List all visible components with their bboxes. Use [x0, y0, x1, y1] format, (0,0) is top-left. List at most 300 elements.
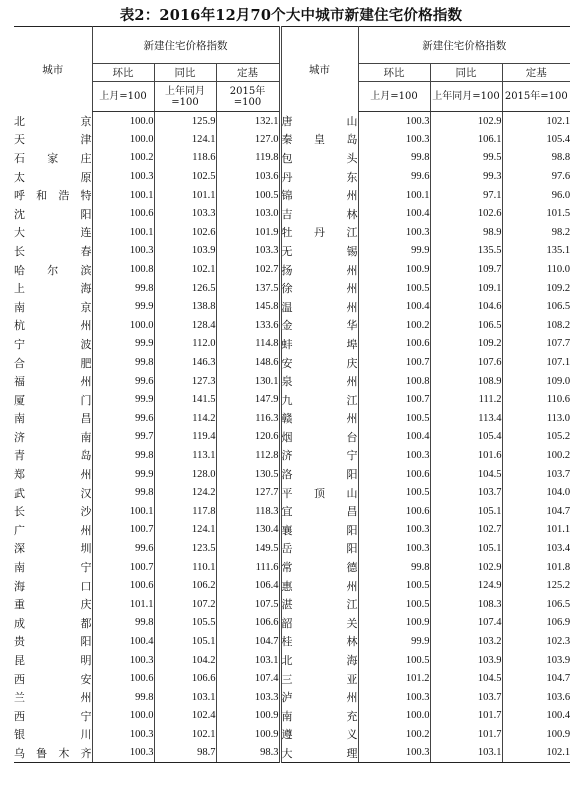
index-group-header-left: 新建住宅价格指数	[92, 27, 280, 64]
mom-value-left: 99.9	[92, 335, 154, 354]
yoy-value-left: 127.3	[154, 372, 216, 391]
yoy-value-right: 135.5	[430, 242, 502, 261]
mom-value-right: 99.9	[358, 632, 430, 651]
table-row	[14, 279, 570, 298]
base-value-left: 104.7	[216, 632, 280, 651]
base-value-left: 106.6	[216, 614, 280, 633]
yoy-value-right: 101.7	[430, 725, 502, 744]
yoy-value-left: 101.1	[154, 186, 216, 205]
mom-value-right: 100.5	[358, 651, 430, 670]
base-value-left: 103.6	[216, 167, 280, 186]
table-row	[14, 614, 570, 633]
city-name-right: 锦州	[280, 186, 358, 205]
city-name-right: 宜昌	[280, 502, 358, 521]
base-value-right: 102.1	[502, 744, 570, 763]
yoy-value-left: 103.3	[154, 204, 216, 223]
base-value-right: 102.3	[502, 632, 570, 651]
yoy-value-left: 114.2	[154, 409, 216, 428]
mom-value-left: 99.8	[92, 688, 154, 707]
yoy-value-right: 103.7	[430, 688, 502, 707]
base-value-left: 107.4	[216, 669, 280, 688]
base-value-right: 103.4	[502, 539, 570, 558]
mom-value-right: 100.5	[358, 409, 430, 428]
base-value-left: 130.5	[216, 465, 280, 484]
mom-header-right: 环比	[358, 64, 430, 82]
table-row	[14, 446, 570, 465]
mom-value-left: 100.1	[92, 502, 154, 521]
mom-value-left: 100.4	[92, 632, 154, 651]
city-name-left: 南宁	[14, 561, 92, 575]
mom-value-left: 100.7	[92, 521, 154, 540]
base-value-left: 120.6	[216, 428, 280, 447]
city-name-left: 石家庄	[14, 151, 92, 165]
mom-value-left: 99.8	[92, 483, 154, 502]
city-name-right: 襄阳	[280, 521, 358, 540]
table-row	[14, 558, 570, 577]
mom-value-left: 100.3	[92, 167, 154, 186]
city-name-right: 蚌埠	[280, 335, 358, 354]
base-value-left: 148.6	[216, 353, 280, 372]
city-name-right: 秦皇岛	[280, 130, 358, 149]
city-name-left: 昆明	[14, 654, 92, 668]
city-name-right: 平顶山	[280, 483, 358, 502]
yoy-value-left: 103.1	[154, 688, 216, 707]
city-name-left: 成都	[14, 616, 92, 630]
yoy-value-left: 104.2	[154, 651, 216, 670]
mom-value-left: 100.1	[92, 223, 154, 242]
yoy-value-right: 106.1	[430, 130, 502, 149]
yoy-sub-right: 上年同月=100	[430, 82, 502, 112]
base-value-right: 106.9	[502, 614, 570, 633]
city-name-right: 泉州	[280, 372, 358, 391]
base-value-left: 149.5	[216, 539, 280, 558]
mom-value-left: 101.1	[92, 595, 154, 614]
base-value-right: 104.7	[502, 502, 570, 521]
city-name-left: 南京	[14, 300, 92, 314]
table-body	[14, 112, 570, 763]
mom-value-right: 100.3	[358, 112, 430, 131]
base-value-right: 101.1	[502, 521, 570, 540]
base-value-left: 145.8	[216, 297, 280, 316]
base-value-left: 130.1	[216, 372, 280, 391]
table-row	[14, 204, 570, 223]
city-name-right: 惠州	[280, 576, 358, 595]
mom-value-right: 101.2	[358, 669, 430, 688]
mom-value-left: 99.8	[92, 353, 154, 372]
table-row	[14, 688, 570, 707]
city-name-right: 桂林	[280, 632, 358, 651]
base-value-right: 104.0	[502, 483, 570, 502]
base-value-left: 147.9	[216, 390, 280, 409]
table-row	[14, 576, 570, 595]
yoy-value-right: 102.7	[430, 521, 502, 540]
base-header-left: 定基	[216, 64, 280, 82]
yoy-value-left: 126.5	[154, 279, 216, 298]
table-row	[14, 390, 570, 409]
mom-value-left: 99.9	[92, 390, 154, 409]
yoy-value-left: 141.5	[154, 390, 216, 409]
yoy-value-right: 102.9	[430, 112, 502, 131]
city-header-right: 城市	[280, 27, 358, 112]
mom-value-left: 100.6	[92, 204, 154, 223]
city-name-left: 大连	[14, 226, 92, 240]
base-value-right: 106.5	[502, 595, 570, 614]
yoy-value-right: 105.4	[430, 428, 502, 447]
base-value-right: 103.7	[502, 465, 570, 484]
city-name-left: 西宁	[14, 709, 92, 723]
table-row	[14, 223, 570, 242]
table-row	[14, 149, 570, 168]
yoy-value-right: 108.3	[430, 595, 502, 614]
city-header-left: 城市	[42, 63, 64, 76]
table-row	[14, 130, 570, 149]
mom-value-right: 100.2	[358, 725, 430, 744]
table-row	[14, 483, 570, 502]
city-name-left: 银川	[14, 728, 92, 742]
city-name-left: 厦门	[14, 393, 92, 407]
yoy-value-left: 102.1	[154, 260, 216, 279]
base-value-right: 98.2	[502, 223, 570, 242]
base-value-right: 101.5	[502, 204, 570, 223]
mom-value-left: 99.7	[92, 428, 154, 447]
mom-value-right: 100.5	[358, 483, 430, 502]
city-name-left: 天津	[14, 133, 92, 147]
base-header-right: 定基	[502, 64, 570, 82]
base-value-left: 132.1	[216, 112, 280, 131]
base-value-right: 106.5	[502, 297, 570, 316]
mom-value-right: 100.5	[358, 279, 430, 298]
yoy-value-left: 105.1	[154, 632, 216, 651]
table-row	[14, 297, 570, 316]
yoy-value-left: 102.4	[154, 707, 216, 726]
city-name-left: 贵阳	[14, 635, 92, 649]
mom-value-left: 99.8	[92, 279, 154, 298]
table-row	[14, 539, 570, 558]
table-row	[14, 521, 570, 540]
city-name-left: 长沙	[14, 505, 92, 519]
city-name-right: 常德	[280, 558, 358, 577]
yoy-value-right: 103.1	[430, 744, 502, 763]
base-value-right: 113.0	[502, 409, 570, 428]
city-name-right: 包头	[280, 149, 358, 168]
table-row	[14, 372, 570, 391]
city-name-right: 北海	[280, 651, 358, 670]
yoy-value-right: 107.4	[430, 614, 502, 633]
yoy-value-left: 125.9	[154, 112, 216, 131]
base-value-right: 104.7	[502, 669, 570, 688]
mom-value-right: 100.0	[358, 707, 430, 726]
base-value-left: 130.4	[216, 521, 280, 540]
yoy-value-left: 106.6	[154, 669, 216, 688]
city-name-left: 武汉	[14, 486, 92, 500]
index-group-header-right: 新建住宅价格指数	[358, 27, 570, 64]
city-name-right: 吉林	[280, 204, 358, 223]
city-name-left: 杭州	[14, 319, 92, 333]
base-value-left: 119.8	[216, 149, 280, 168]
price-index-table	[14, 26, 570, 763]
city-name-left: 福州	[14, 375, 92, 389]
mom-value-right: 100.1	[358, 186, 430, 205]
base-value-left: 118.3	[216, 502, 280, 521]
city-name-right: 湛江	[280, 595, 358, 614]
table-row	[14, 167, 570, 186]
yoy-value-right: 102.9	[430, 558, 502, 577]
city-name-right: 烟台	[280, 428, 358, 447]
base-value-left: 98.3	[216, 744, 280, 763]
mom-value-left: 100.0	[92, 707, 154, 726]
base-value-right: 105.4	[502, 130, 570, 149]
mom-value-right: 100.6	[358, 335, 430, 354]
city-name-left: 西安	[14, 672, 92, 686]
mom-value-left: 100.0	[92, 316, 154, 335]
base-value-right: 100.9	[502, 725, 570, 744]
city-name-left: 乌鲁木齐	[14, 744, 92, 763]
yoy-value-right: 106.5	[430, 316, 502, 335]
mom-sub-left: 上月=100	[92, 82, 154, 112]
base-value-right: 109.0	[502, 372, 570, 391]
yoy-value-right: 105.1	[430, 539, 502, 558]
base-value-right: 100.2	[502, 446, 570, 465]
mom-value-right: 100.3	[358, 688, 430, 707]
table-row	[14, 335, 570, 354]
city-name-left: 深圳	[14, 542, 92, 556]
base-value-left: 103.3	[216, 688, 280, 707]
city-name-left: 海口	[14, 579, 92, 593]
mom-value-left: 100.3	[92, 725, 154, 744]
city-name-left: 重庆	[14, 598, 92, 612]
mom-value-right: 100.7	[358, 353, 430, 372]
city-name-left: 济南	[14, 430, 92, 444]
yoy-value-right: 109.2	[430, 335, 502, 354]
mom-value-right: 100.6	[358, 502, 430, 521]
table-row	[14, 465, 570, 484]
yoy-value-left: 128.4	[154, 316, 216, 335]
base-value-right: 103.6	[502, 688, 570, 707]
city-name-right: 九江	[280, 390, 358, 409]
mom-value-left: 100.0	[92, 112, 154, 131]
city-name-right: 遵义	[280, 725, 358, 744]
table-row	[14, 502, 570, 521]
yoy-value-left: 103.9	[154, 242, 216, 261]
city-name-right: 大理	[280, 744, 358, 763]
mom-value-right: 100.3	[358, 446, 430, 465]
yoy-value-left: 102.6	[154, 223, 216, 242]
yoy-value-left: 112.0	[154, 335, 216, 354]
table-row	[14, 409, 570, 428]
mom-value-right: 100.3	[358, 521, 430, 540]
city-name-right: 丹东	[280, 167, 358, 186]
yoy-value-left: 124.2	[154, 483, 216, 502]
mom-value-left: 100.3	[92, 242, 154, 261]
city-name-left: 宁波	[14, 337, 92, 351]
yoy-value-left: 110.1	[154, 558, 216, 577]
mom-value-right: 100.5	[358, 576, 430, 595]
mom-value-right: 99.9	[358, 242, 430, 261]
base-value-right: 107.1	[502, 353, 570, 372]
city-name-right: 赣州	[280, 409, 358, 428]
base-value-left: 100.9	[216, 707, 280, 726]
yoy-value-left: 98.7	[154, 744, 216, 763]
base-value-left: 103.1	[216, 651, 280, 670]
base-value-right: 135.1	[502, 242, 570, 261]
mom-value-left: 100.3	[92, 651, 154, 670]
city-name-left: 合肥	[14, 356, 92, 370]
yoy-header-left: 同比	[154, 64, 216, 82]
city-name-left: 郑州	[14, 468, 92, 482]
mom-value-right: 99.8	[358, 558, 430, 577]
base-value-left: 127.7	[216, 483, 280, 502]
table-row	[14, 428, 570, 447]
base-value-left: 102.7	[216, 260, 280, 279]
base-value-right: 108.2	[502, 316, 570, 335]
yoy-value-left: 105.5	[154, 614, 216, 633]
mom-value-right: 100.4	[358, 204, 430, 223]
mom-value-right: 100.3	[358, 539, 430, 558]
city-name-right: 牡丹江	[280, 223, 358, 242]
mom-value-left: 99.8	[92, 614, 154, 633]
yoy-value-left: 117.8	[154, 502, 216, 521]
city-name-right: 岳阳	[280, 539, 358, 558]
yoy-value-right: 99.3	[430, 167, 502, 186]
city-name-right: 泸州	[280, 688, 358, 707]
city-name-left: 沈阳	[14, 207, 92, 221]
base-value-left: 133.6	[216, 316, 280, 335]
city-name-right: 洛阳	[280, 465, 358, 484]
mom-value-right: 99.8	[358, 149, 430, 168]
base-value-left: 112.8	[216, 446, 280, 465]
table-row	[14, 744, 570, 763]
mom-value-right: 100.6	[358, 465, 430, 484]
city-name-right: 徐州	[280, 279, 358, 298]
yoy-value-right: 109.1	[430, 279, 502, 298]
base-value-right: 98.8	[502, 149, 570, 168]
yoy-value-left: 106.2	[154, 576, 216, 595]
city-name-left: 兰州	[14, 691, 92, 705]
base-sub-left: 2015年=100	[216, 82, 280, 112]
yoy-value-right: 104.5	[430, 669, 502, 688]
yoy-value-left: 128.0	[154, 465, 216, 484]
city-name-right: 金华	[280, 316, 358, 335]
city-name-right: 扬州	[280, 260, 358, 279]
table-row	[14, 260, 570, 279]
mom-value-right: 99.6	[358, 167, 430, 186]
city-name-left: 上海	[14, 282, 92, 296]
city-name-left: 呼和浩特	[14, 189, 92, 203]
table-row	[14, 725, 570, 744]
yoy-value-right: 107.6	[430, 353, 502, 372]
mom-sub-right: 上月=100	[358, 82, 430, 112]
yoy-value-left: 124.1	[154, 521, 216, 540]
base-value-right: 102.1	[502, 112, 570, 131]
yoy-value-right: 104.6	[430, 297, 502, 316]
base-value-right: 110.6	[502, 390, 570, 409]
mom-value-left: 99.6	[92, 539, 154, 558]
mom-value-left: 100.6	[92, 576, 154, 595]
mom-value-left: 99.6	[92, 372, 154, 391]
mom-value-left: 99.9	[92, 465, 154, 484]
yoy-value-right: 101.7	[430, 707, 502, 726]
mom-value-right: 100.9	[358, 614, 430, 633]
mom-value-left: 99.9	[92, 297, 154, 316]
yoy-value-right: 101.6	[430, 446, 502, 465]
city-name-left: 北京	[14, 114, 92, 128]
yoy-value-left: 118.6	[154, 149, 216, 168]
base-sub-right: 2015年=100	[502, 82, 570, 112]
base-value-left: 101.9	[216, 223, 280, 242]
mom-value-left: 100.7	[92, 558, 154, 577]
yoy-value-right: 124.9	[430, 576, 502, 595]
city-name-right: 安庆	[280, 353, 358, 372]
base-value-left: 127.0	[216, 130, 280, 149]
base-value-right: 107.7	[502, 335, 570, 354]
mom-value-right: 100.3	[358, 130, 430, 149]
base-value-right: 105.2	[502, 428, 570, 447]
city-name-left: 青岛	[14, 449, 92, 463]
yoy-value-left: 119.4	[154, 428, 216, 447]
mom-value-right: 100.8	[358, 372, 430, 391]
yoy-value-right: 108.9	[430, 372, 502, 391]
mom-value-right: 100.4	[358, 428, 430, 447]
yoy-value-left: 124.1	[154, 130, 216, 149]
mom-value-right: 100.4	[358, 297, 430, 316]
table-row	[14, 595, 570, 614]
yoy-value-right: 105.1	[430, 502, 502, 521]
mom-value-left: 100.1	[92, 186, 154, 205]
yoy-value-left: 107.2	[154, 595, 216, 614]
yoy-value-left: 102.1	[154, 725, 216, 744]
city-name-left: 长春	[14, 244, 92, 258]
table-row	[14, 651, 570, 670]
yoy-value-left: 123.5	[154, 539, 216, 558]
base-value-right: 110.0	[502, 260, 570, 279]
mom-value-left: 100.0	[92, 130, 154, 149]
yoy-value-right: 103.7	[430, 483, 502, 502]
base-value-right: 103.9	[502, 651, 570, 670]
yoy-value-right: 113.4	[430, 409, 502, 428]
table-row	[14, 707, 570, 726]
base-value-right: 100.4	[502, 707, 570, 726]
yoy-value-left: 138.8	[154, 297, 216, 316]
city-name-right: 韶关	[280, 614, 358, 633]
yoy-value-right: 103.9	[430, 651, 502, 670]
mom-value-left: 99.8	[92, 446, 154, 465]
city-name-left: 哈尔滨	[14, 263, 92, 277]
mom-header-left: 环比	[92, 64, 154, 82]
yoy-header-right: 同比	[430, 64, 502, 82]
city-name-right: 南充	[280, 707, 358, 726]
table-title: 表2：2016年12月70个大中城市新建住宅价格指数	[119, 7, 463, 24]
city-name-left: 南昌	[14, 412, 92, 426]
mom-value-right: 100.9	[358, 260, 430, 279]
table-row	[14, 316, 570, 335]
mom-value-right: 100.3	[358, 744, 430, 763]
yoy-value-right: 97.1	[430, 186, 502, 205]
city-name-left: 广州	[14, 523, 92, 537]
table-row	[14, 669, 570, 688]
base-value-left: 114.8	[216, 335, 280, 354]
table-row	[14, 632, 570, 651]
table-row	[14, 112, 570, 131]
yoy-value-right: 103.2	[430, 632, 502, 651]
base-value-left: 100.5	[216, 186, 280, 205]
base-value-left: 106.4	[216, 576, 280, 595]
mom-value-left: 100.8	[92, 260, 154, 279]
yoy-value-right: 111.2	[430, 390, 502, 409]
base-value-right: 101.8	[502, 558, 570, 577]
base-value-left: 137.5	[216, 279, 280, 298]
table-row	[14, 242, 570, 261]
mom-value-right: 100.7	[358, 390, 430, 409]
